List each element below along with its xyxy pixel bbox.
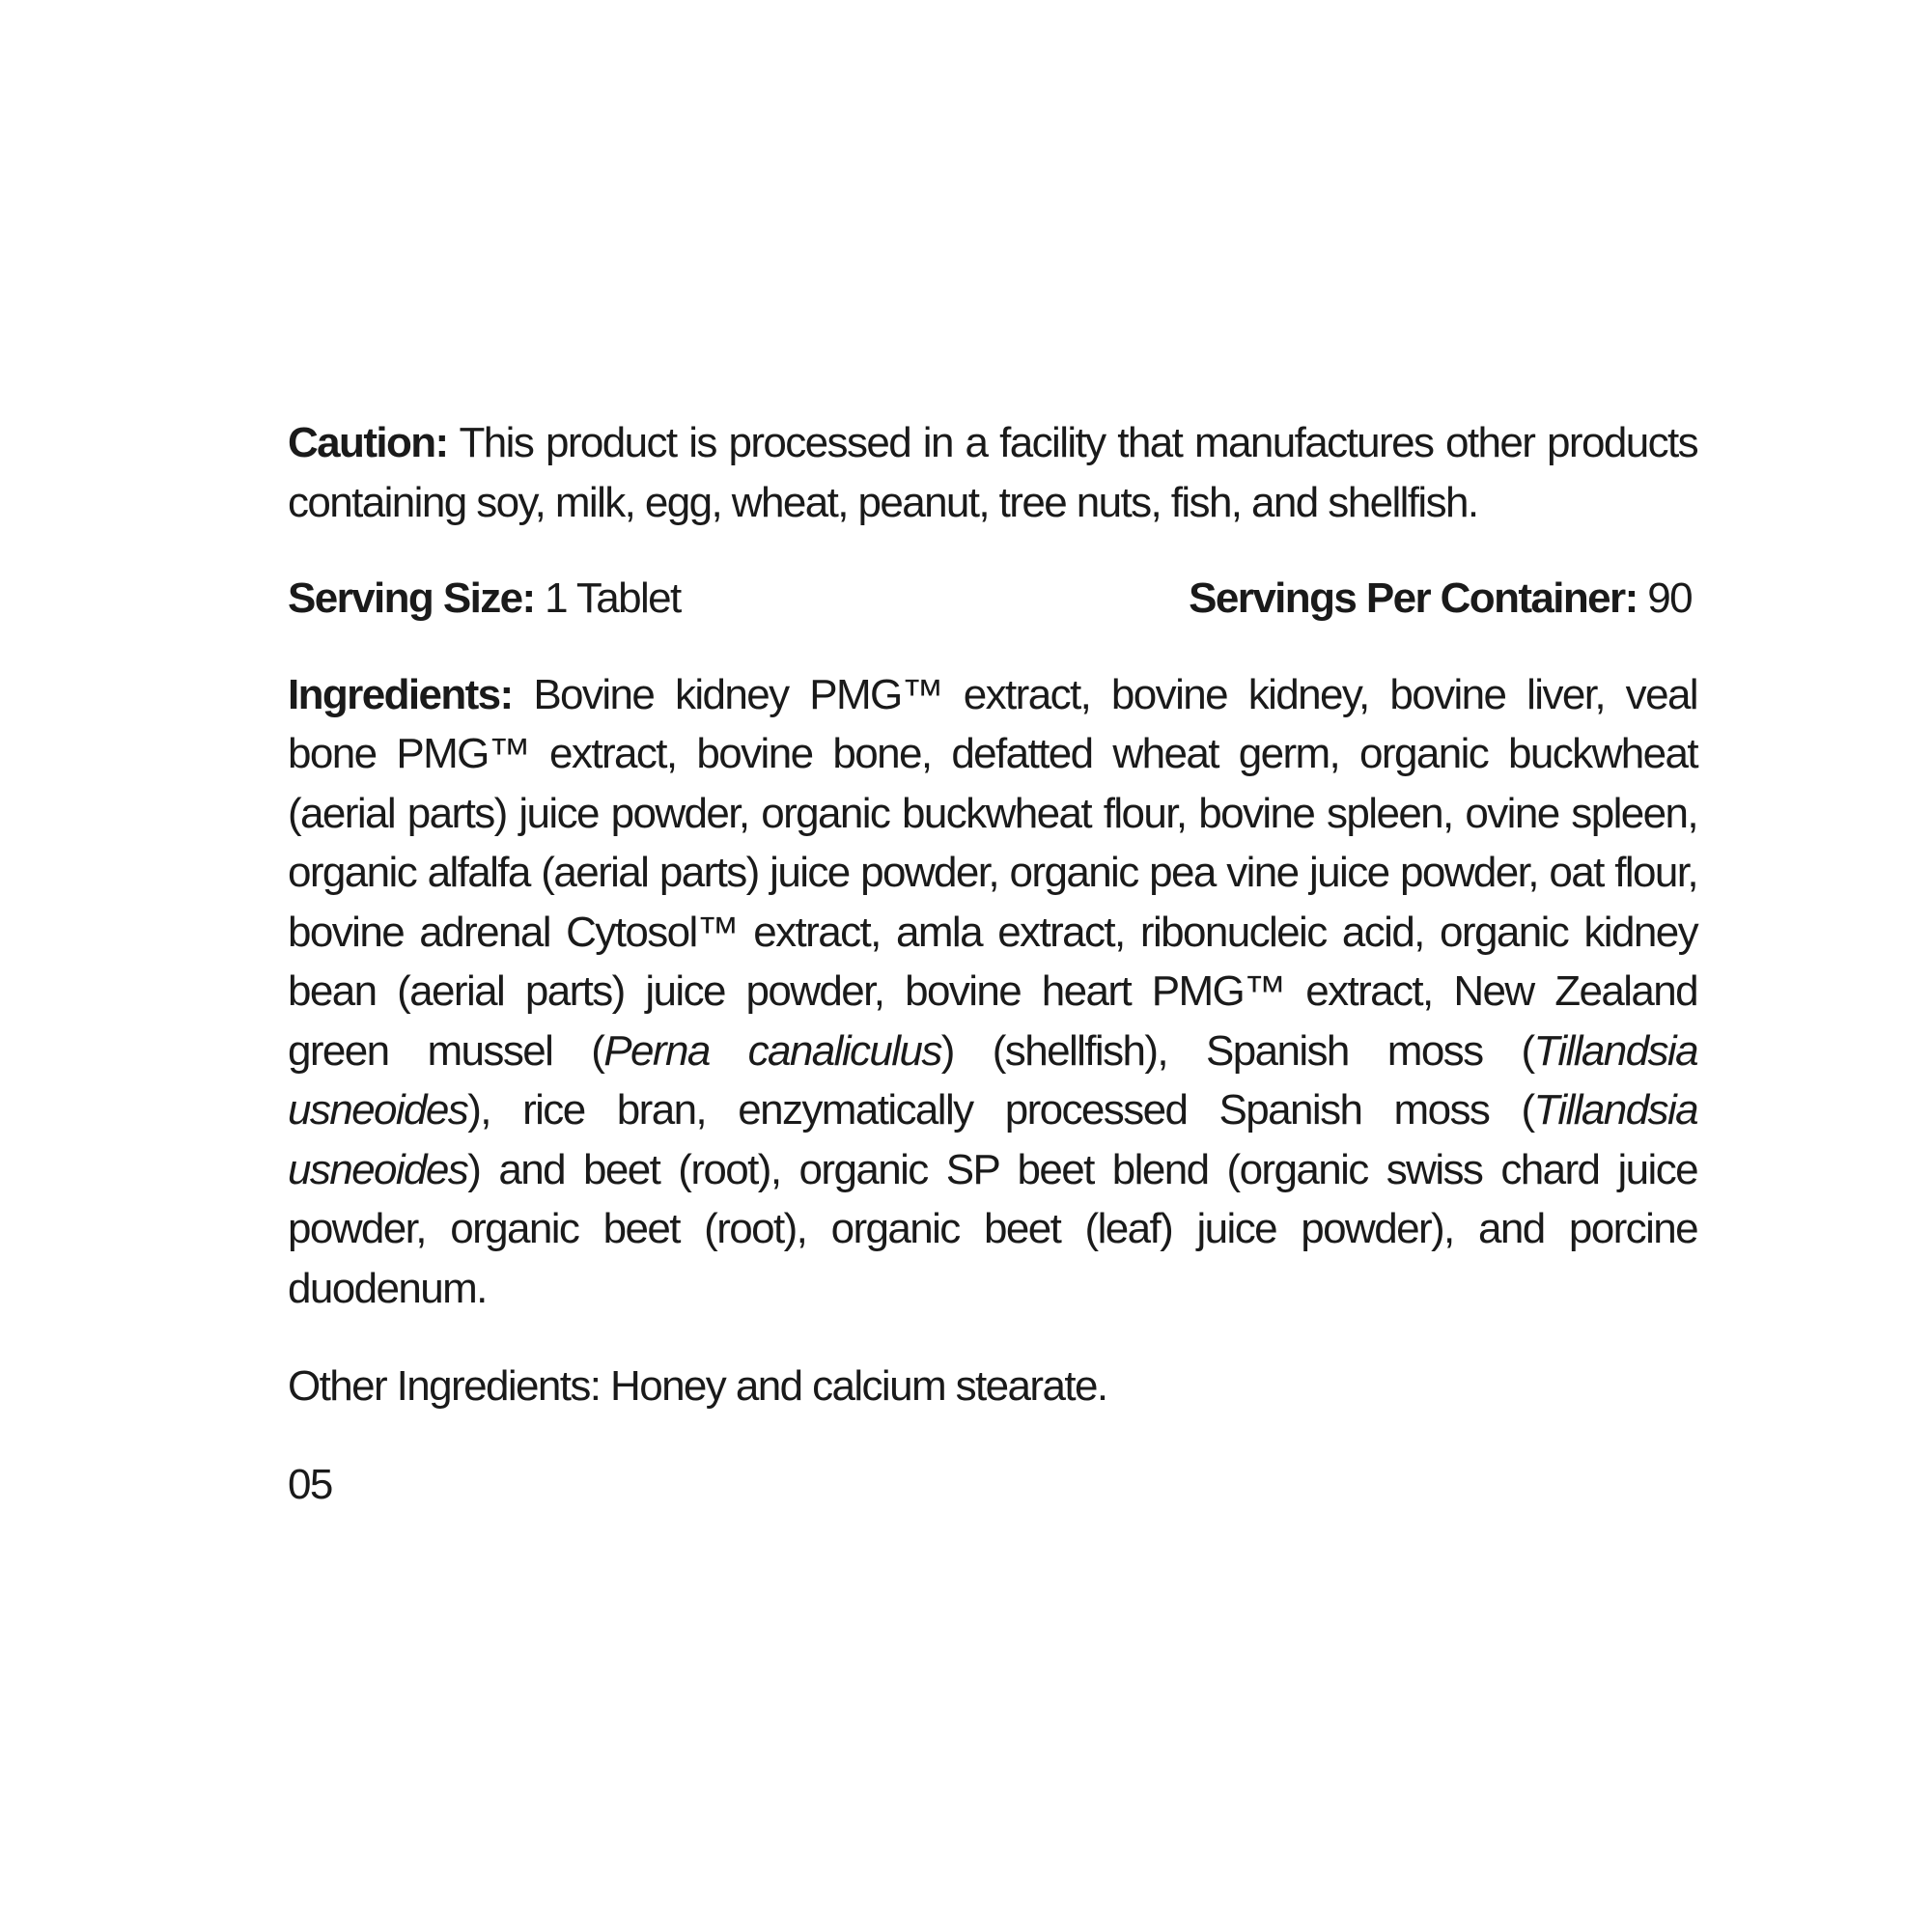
serving-size (288, 569, 681, 629)
servings-per-container-value: 90 (1647, 574, 1692, 622)
species-name-tillandsia-2: Tillandsia usneoides (288, 1086, 1697, 1193)
caution-label: Caution: (288, 419, 448, 466)
serving-size-value: 1 Tablet (545, 574, 681, 622)
ingredients-label: Ingredients: (288, 670, 513, 718)
caution-statement (288, 413, 1697, 532)
servings-per-container (1189, 569, 1692, 629)
other-ingredients: Other Ingredients: Honey and calcium stearate. (288, 1362, 1107, 1410)
serving-size-label: Serving Size: (288, 574, 535, 622)
species-name-tillandsia-1: Tillandsia usneoides (288, 1026, 1697, 1134)
ingredients-text-4: ) and beet (root), organic SP beet blend (organic swiss chard juice powder, organic beet (root), organic beet (leaf) juice powder), and porcine duodenum. (288, 1145, 1697, 1312)
ingredients-list (288, 665, 1697, 1319)
servings-per-container-label: Servings Per Container: (1189, 574, 1638, 622)
ingredients-text-1: Bovine kidney PMG™ extract, bovine kidney, bovine liver, veal bone PMG™ extract, bovine bone, defatted wheat germ, organic buckwheat (aerial parts) juice powder, organic buckwheat flour, bovine spleen, ovine spleen, organic alfalfa (aerial parts) juice powder, organic pea vine juice powder, oat flour, bovine adrenal Cytosol™ extract, amla extract, ribonucleic acid, organic kidney bean (aerial parts) juice powder, bovine heart PMG™ extract, New Zealand green mussel ( (288, 670, 1697, 1075)
species-name-perna: Perna canaliculus (603, 1026, 941, 1075)
serving-info-row (288, 569, 1697, 629)
ingredients-text-3: ), rice bran, enzymatically processed Spanish moss ( (467, 1086, 1534, 1134)
label-code: 05 (288, 1460, 332, 1508)
caution-text: This product is processed in a facility that manufactures other products containing soy, milk, egg, wheat, peanut, tree nuts, fish, and shellfish. (288, 419, 1697, 526)
ingredients-text-2: ) (shellfish), Spanish moss ( (940, 1026, 1534, 1075)
supplement-label-panel (288, 413, 1697, 1514)
